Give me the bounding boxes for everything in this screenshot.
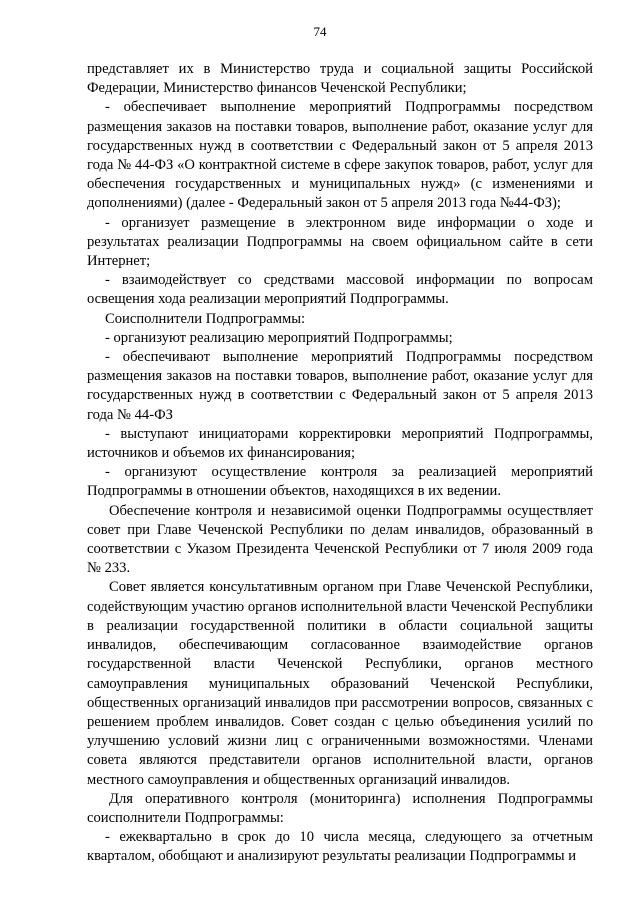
- paragraph: - организуют осуществление контроля за реализацией мероприятий Подпрограммы в отношении объектов, находящихся в их ведении.: [87, 464, 593, 500]
- page-number: 74: [313, 24, 327, 39]
- paragraph: - организуют реализацию мероприятий Подпрограммы;: [105, 329, 453, 346]
- paragraph: - обеспечивает выполнение мероприятий Подпрограммы посредством размещения заказов на поставки товаров, выполнение работ, оказание услуг для государственных нужд в соответствии с Федеральный закон от 5 апреля 2013 года № 44-ФЗ «О контрактной системе в сфере закупок товаров, работ, услуг для обеспечения государственных и муниципальных нужд» (с изменениями и дополнениями) (далее - Федеральный закон от 5 апреля 2013 года №44-ФЗ);: [87, 99, 593, 212]
- paragraph: - выступают инициаторами корректировки мероприятий Подпрограммы, источников и объемов их финансирования;: [87, 425, 593, 462]
- document-body: [87, 60, 593, 867]
- paragraph: - организует размещение в электронном виде информации о ходе и результатах реализации Подпрограммы на своем официальном сайте в сети Интернет;: [87, 214, 593, 270]
- paragraph: Соисполнители Подпрограммы:: [105, 310, 306, 327]
- paragraph: - ежеквартально в срок до 10 числа месяца, следующего за отчетным кварталом, обобщают и анализируют результаты реализации Подпрограммы и: [87, 829, 593, 865]
- paragraph: - взаимодействует со средствами массовой информации по вопросам освещения хода реализации мероприятий Подпрограммы.: [87, 272, 593, 308]
- paragraph: Совет является консультативным органом при Главе Чеченской Республики, содействующим участию органов исполнительной власти Чеченской Республики в реализации государственной политики в области социальной защиты инвалидов, обеспечивающим согласованное взаимодействие органов государственной власти Чеченской Республики, органов местного самоуправления муниципальных образований Чеченской Республики, общественных организаций инвалидов при рассмотрении вопросов, связанных с решением проблем инвалидов. Совет создан с целью объединения усилий по улучшению условий жизни лиц с ограниченными возможностями. Членами совета являются представители органов исполнительной власти, органов местного самоуправления и общественных организаций инвалидов.: [87, 579, 593, 788]
- paragraph: Для оперативного контроля (мониторинга) исполнения Подпрограммы соисполнители Подпрограммы:: [87, 790, 593, 826]
- paragraph: Обеспечение контроля и независимой оценки Подпрограммы осуществляет совет при Главе Чеченской Республики по делам инвалидов, образованный в соответствии с Указом Президента Чеченской Республики от 7 июля 2009 года № 233.: [87, 502, 593, 577]
- paragraph: представляет их в Министерство труда и социальной защиты Российской Федерации, Министерство финансов Чеченской Республики;: [87, 61, 593, 97]
- paragraph: - обеспечивают выполнение мероприятий Подпрограммы посредством размещения заказов на поставки товаров, выполнение работ, оказание услуг для государственных нужд в соответствии с Федеральный закон от 5 апреля 2013 года № 44-ФЗ: [87, 349, 593, 423]
